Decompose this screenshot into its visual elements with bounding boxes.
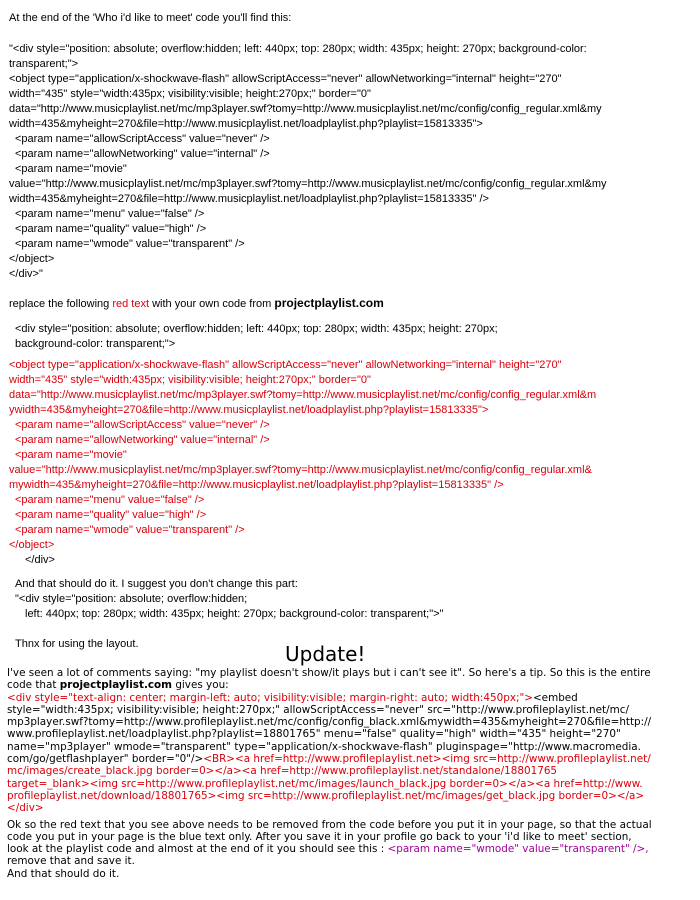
code-line: <object type="application/x-shockwave-flash" allowScriptAccess="never" allowNetworking="internal" height="270" bbox=[9, 73, 562, 85]
code-block-marked bbox=[9, 322, 693, 568]
code-line: </object> bbox=[9, 253, 55, 265]
code-line-red: <param name="movie" bbox=[15, 449, 127, 461]
code-line-red: width="435" style="width:435px; visibility:visible; height:270px;" border="0" bbox=[9, 374, 371, 386]
update-code-line bbox=[7, 728, 695, 740]
intro-line: At the end of the 'Who i'd like to meet' code you'll find this: bbox=[9, 12, 292, 24]
replace-site-name: projectplaylist.com bbox=[274, 296, 384, 310]
replace-instruction bbox=[9, 296, 693, 312]
code-line: <div style="position: absolute; overflow:hidden; left: 440px; top: 280px; width: 435px; height: 270px; bbox=[15, 323, 498, 335]
code-line: </div>" bbox=[9, 268, 43, 280]
code-line: background-color: transparent;"> bbox=[15, 338, 176, 350]
code-line-red: <param name="allowScriptAccess" value="never" /> bbox=[15, 419, 270, 431]
code-segment-red: target=_blank><img src=http://www.profileplaylist.net/mc/images/launch_black.jpg border=0></a><a href=http://www. bbox=[7, 777, 643, 790]
code-line-red: mywidth=435&myheight=270&file=http://www.musicplaylist.net/loadplaylist.php?playlist=15813335" /> bbox=[9, 479, 504, 491]
code-segment-red: </div> bbox=[7, 802, 44, 815]
replace-red-word: red text bbox=[112, 298, 150, 310]
suggestion-text bbox=[9, 577, 693, 622]
update-code-line bbox=[7, 741, 695, 753]
update-paragraph-line: Ok so the red text that you see above needs to be removed from the code before you put it in your page, so that the actual bbox=[7, 818, 652, 831]
code-line: <param name="movie" bbox=[15, 163, 127, 175]
code-segment: mp3player.swf?tomy=http://www.profileplaylist.net/mc/config/config_black.xml&mywidth=435&myheight=270&file=http:// bbox=[7, 716, 652, 729]
code-line: <param name="menu" value="false" /> bbox=[15, 208, 205, 220]
replace-text-after: with your own code from bbox=[149, 298, 275, 310]
code-line: width=435&myheight=270&file=http://www.musicplaylist.net/loadplaylist.php?playlist=15813335" /> bbox=[9, 193, 489, 205]
code-line: </div> bbox=[25, 554, 55, 566]
intro-text bbox=[9, 11, 693, 26]
replace-text-before: replace the following bbox=[9, 298, 113, 310]
update-text: look at the playlist code and almost at the end of it you should see this : bbox=[7, 843, 388, 856]
update-paragraph-line: remove that and save it. bbox=[7, 855, 135, 868]
code-segment: www.profileplaylist.net/loadplaylist.php?playlist=18801765" menu="false" quality="high" width="435" height="270" bbox=[7, 728, 621, 741]
code-line-red: value="http://www.musicplaylist.net/mc/mp3player.swf?tomy=http://www.musicplaylist.net/mc/config/config_regular.xml& bbox=[9, 464, 592, 476]
code-segment-red: <div style="text-align: center; margin-left: auto; visibility:visible; margin-right: auto; width:450px;"> bbox=[7, 691, 533, 704]
code-line: width="435" style="width:435px; visibility:visible; height:270px;" border="0" bbox=[9, 88, 371, 100]
code-line: <param name="allowNetworking" value="internal" /> bbox=[15, 148, 270, 160]
update-paragraph-line: I've seen a lot of comments saying: "my playlist doesn't show/it plays but i can't see it". So here's a tip. So this is the entire bbox=[7, 667, 651, 679]
code-segment: com/go/getflashplayer" border="0"/> bbox=[7, 753, 204, 766]
code-segment: style="width:435px; visibility:visible; height:270px;" allowScriptAccess="never" src="http://www.profileplaylist.net/mc/ bbox=[7, 703, 629, 716]
code-line-red: ywidth=435&myheight=270&file=http://www.musicplaylist.net/loadplaylist.php?playlist=15813335"> bbox=[9, 404, 489, 416]
thanks-line: Thnx for using the layout. bbox=[15, 638, 139, 650]
code-segment: <embed bbox=[532, 691, 578, 704]
code-segment-red: mc/images/create_black.jpg border=0></a><a href=http://www.profileplaylist.net/standalone/18801765 bbox=[7, 765, 558, 778]
code-line-red: <object type="application/x-shockwave-flash" allowScriptAccess="never" allowNetworking="internal" height="270" bbox=[9, 359, 562, 371]
code-line: "<div style="position: absolute; overflow:hidden; left: 440px; top: 280px; width: 435px; height: 270px; background-color: bbox=[9, 43, 587, 55]
code-line-red: data="http://www.musicplaylist.net/mc/mp3player.swf?tomy=http://www.musicplaylist.net/mc/config/config_regular.xml&m bbox=[9, 389, 597, 401]
suggestion-code: left: 440px; top: 280px; width: 435px; height: 270px; background-color: transparent;">" bbox=[25, 608, 444, 620]
update-paragraph-line: code you put in your page is the blue text only. After you save it in your profile go back to your 'i'd like to meet' section, bbox=[7, 830, 632, 843]
code-block-original bbox=[9, 42, 693, 282]
wmode-param-code: <param name="wmode" value="transparent" />, bbox=[387, 843, 649, 856]
code-segment-red: <BR><a href=http://www.profileplaylist.net><img src=http://www.profileplaylist.net/ bbox=[203, 753, 651, 766]
code-line: transparent;"> bbox=[9, 58, 79, 70]
code-line-red: <param name="allowNetworking" value="internal" /> bbox=[15, 434, 270, 446]
code-line: width=435&myheight=270&file=http://www.musicplaylist.net/loadplaylist.php?playlist=15813335"> bbox=[9, 118, 483, 130]
code-segment: name="mp3player" wmode="transparent" type="application/x-shockwave-flash" pluginspage="http://www.macromedia. bbox=[7, 740, 641, 753]
update-code-line bbox=[7, 704, 695, 716]
code-line: <param name="wmode" value="transparent" /> bbox=[15, 238, 245, 250]
update-heading: Update! bbox=[285, 642, 366, 666]
update-code-block bbox=[7, 692, 695, 815]
update-code-line bbox=[7, 802, 695, 814]
code-segment-red: profileplaylist.net/download/18801765><img src=http://www.profileplaylist.net/mc/images/get_black.jpg border=0></a> bbox=[7, 789, 645, 802]
code-line-red: <param name="wmode" value="transparent" /> bbox=[15, 524, 245, 536]
update-site-name: projectplaylist.com bbox=[59, 679, 173, 692]
update-code-line bbox=[7, 790, 695, 802]
update-code-line bbox=[7, 692, 695, 704]
update-text: gives you: bbox=[172, 679, 229, 692]
update-paragraph-line: And that should do it. bbox=[7, 867, 120, 880]
update-code-line bbox=[7, 765, 695, 777]
update-code-line bbox=[7, 753, 695, 765]
update-code-line bbox=[7, 716, 695, 728]
code-line: <param name="allowScriptAccess" value="never" /> bbox=[15, 133, 270, 145]
code-line-red: <param name="quality" value="high" /> bbox=[15, 509, 207, 521]
suggestion-line: And that should do it. I suggest you don't change this part: bbox=[15, 578, 298, 590]
code-line-red: </object> bbox=[9, 539, 55, 551]
update-text: code that bbox=[7, 679, 60, 692]
suggestion-code: "<div style="position: absolute; overflow:hidden; bbox=[15, 593, 248, 605]
code-line: data="http://www.musicplaylist.net/mc/mp3player.swf?tomy=http://www.musicplaylist.net/mc/config/config_regular.xml&my bbox=[9, 103, 602, 115]
code-line-red: <param name="menu" value="false" /> bbox=[15, 494, 205, 506]
code-line: value="http://www.musicplaylist.net/mc/mp3player.swf?tomy=http://www.musicplaylist.net/mc/config/config_regular.xml&my bbox=[9, 178, 607, 190]
code-line: <param name="quality" value="high" /> bbox=[15, 223, 207, 235]
update-code-line bbox=[7, 778, 695, 790]
update-section bbox=[7, 667, 695, 880]
